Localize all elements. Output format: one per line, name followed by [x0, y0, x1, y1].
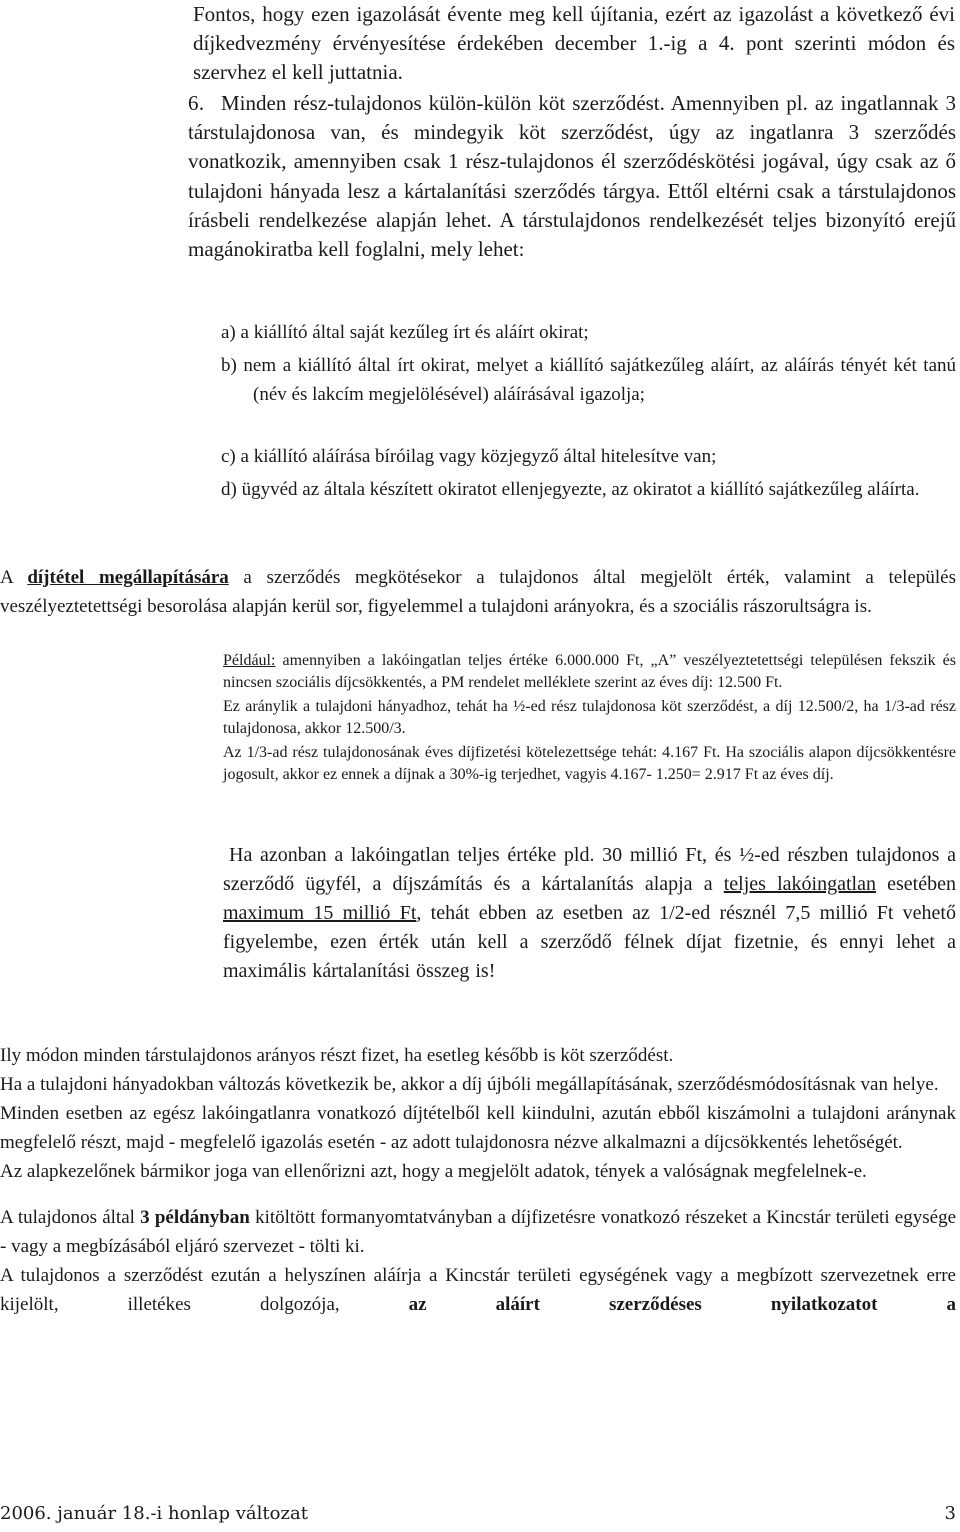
renewal-paragraph: Fontos, hogy ezen igazolását évente meg kell újítania, ezért az igazolást a következő évi díjkedvezmény érvényesítése érdekében december 1.-ig a 4. pont szerinti módon és szervhez el kell juttatnia. [193, 2, 955, 85]
closing-p6-start: A tulajdonos a szerződést ezután a helyszínen aláírja a Kincstár területi egységének vagy a megbízott szervezetnek erre kijelölt, illetékes dolgozója, [0, 1265, 956, 1315]
item-6-text: Minden rész-tulajdonos külön-külön köt szerződést. Amennyiben pl. az ingatlannak 3 társtulajdonosa van, és mindegyik köt szerződést, úgy az ingatlanra 3 szerződés vonatkozik, amennyiben csak 1 rész-tulajdonos él szerződéskötési jogával, úgy csak az ő tulajdoni hányada lesz a kártalanítási szerződés tárgya. Ettől eltérni csak a társtulajdonos írásbeli rendelkezése alapján lehet. A társtulajdonos rendelkezését teljes bizonyító erejű magánokiratba kell foglalni, mely lehet: [188, 91, 956, 262]
example-label: Például: [223, 652, 276, 669]
closing-paragraph-6 [0, 1261, 956, 1319]
list-item-body: ügyvéd az általa készített okiratot ellenjegyezte, az okiratot a kiállító sajátkezűleg aláírta. [241, 479, 920, 500]
fee-intro-paragraph [0, 563, 956, 621]
list-item-text [221, 351, 956, 409]
list-item-body: nem a kiállító által írt okirat, melyet a kiállító sajátkezűleg aláírt, az aláírás tényét két tanú (név és lakcím megjelölésével) aláírásával igazolja; [243, 355, 957, 405]
list-item-label: c) [221, 446, 236, 467]
list-item-text [221, 475, 956, 504]
list-item-label: d) [221, 479, 237, 500]
max-text-a: Ha azonban a lakóingatlan teljes értéke pld. 30 millió Ft, és ½-ed részben tulajdonos a szerződő ügyfél, a díjszámítás és a kártalanítás alapja a [223, 844, 956, 895]
closing-paragraph-3: Minden esetben az egész lakóingatlanra vonatkozó díjtételből kell kiindulni, azután ebből kiszámolni a tulajdoni aránynak megfelelő részt, majd - megfelelő igazolás esetén - az adott tulajdonosra nézve alkalmazni a díjcsökkentés lehetőségét. [0, 1103, 956, 1153]
list-item [221, 351, 956, 438]
list-item-label: b) [221, 355, 237, 376]
maximum-value-paragraph [223, 841, 956, 986]
page-footer [0, 1500, 960, 1530]
closing-paragraph-4: Az alapkezelőnek bármikor joga van ellenőrizni azt, hogy a megjelölt adatok, tények a valóságnak megfelelnek-e. [0, 1161, 867, 1182]
fee-intro-rest: a szerződés megkötésekor a tulajdonos által megjelölt érték, valamint a település veszélyeztetettségi besorolása alapján kerül sor, figyelemmel a tulajdoni arányokra, és a szociális rászorultságra is. [0, 567, 956, 617]
item-6-number: 6. [188, 91, 205, 115]
list-item-body: a kiállító aláírása bíróilag vagy közjegyző által hitelesítve van; [240, 446, 717, 467]
list-item-text [221, 442, 956, 471]
list-item [221, 475, 956, 533]
closing-p5-bold: 3 példányban [140, 1207, 250, 1228]
footer-version-text: 2006. január 18.-i honlap változat [0, 1503, 308, 1524]
max-underlined-2: maximum 15 millió Ft [223, 902, 417, 924]
closing-paragraph-5 [0, 1203, 956, 1261]
list-item-body: a kiállító által saját kezűleg írt és aláírt okirat; [240, 322, 589, 343]
closing-p5-start: A tulajdonos által [0, 1207, 141, 1228]
closing-p6-bold: az aláírt szerződéses nyilatkozatot a [408, 1294, 956, 1315]
max-text-c: , tehát ebben az esetben az 1/2-ed résznél 7,5 millió Ft vehető figyelembe, ezen érték után kell a szerződő félnek díjat fizetnie, és ennyi lehet a maximális kártalanítási összeg is! [223, 902, 956, 982]
example-paragraph-2: Ez aránylik a tulajdoni hányadhoz, tehát ha ½-ed rész tulajdonosa köt szerződést, a díj 12.500/2, ha 1/3-ad rész tulajdonosa, akkor 12.500/3. [223, 698, 956, 737]
example-block [223, 650, 956, 786]
max-text-b: esetében [875, 873, 956, 895]
list-item [221, 442, 956, 471]
list-item [221, 318, 956, 347]
fee-intro-start: A [0, 567, 28, 588]
page-number: 3 [944, 1503, 956, 1524]
list-item-label: a) [221, 322, 236, 343]
closing-paragraph-2: Ha a tulajdoni hányadokban változás következik be, akkor a díj újbóli megállapításának, szerződésmódosításnak van helye. [0, 1074, 939, 1095]
closing-paragraph-1: Ily módon minden társtulajdonos arányos részt fizet, ha esetleg később is köt szerződést. [0, 1045, 674, 1066]
max-underlined-1: teljes lakóingatlan [723, 873, 876, 895]
example-paragraph-1 [223, 650, 956, 694]
closing-section [0, 1041, 956, 1319]
example-text-1: amennyiben a lakóingatlan teljes értéke 6.000.000 Ft, „A” veszélyeztetettségi településen fekszik és nincsen szociális díjcsökkentés, a PM rendelet melléklete szerint az éves díj: 12.500 Ft. [223, 652, 956, 691]
declaration-forms-list [221, 318, 956, 533]
list-item-text [221, 318, 956, 347]
example-paragraph-3: Az 1/3-ad rész tulajdonosának éves díjfizetési kötelezettsége tehát: 4.167 Ft. Ha szociális alapon díjcsökkentésre jogosult, akkor ez ennek a díjnak a 30%-ig terjedhet, vagyis 4.167- 1.250= 2.917 Ft az éves díj. [223, 744, 956, 783]
fee-intro-bold: díjtétel megállapítására [27, 567, 229, 588]
closing-p5-rest: kitöltött formanyomtatványban a díjfizetésre vonatkozó részeket a Kincstár területi egysége - vagy a megbízásából eljáró szervezet - tölti ki. [0, 1207, 956, 1257]
